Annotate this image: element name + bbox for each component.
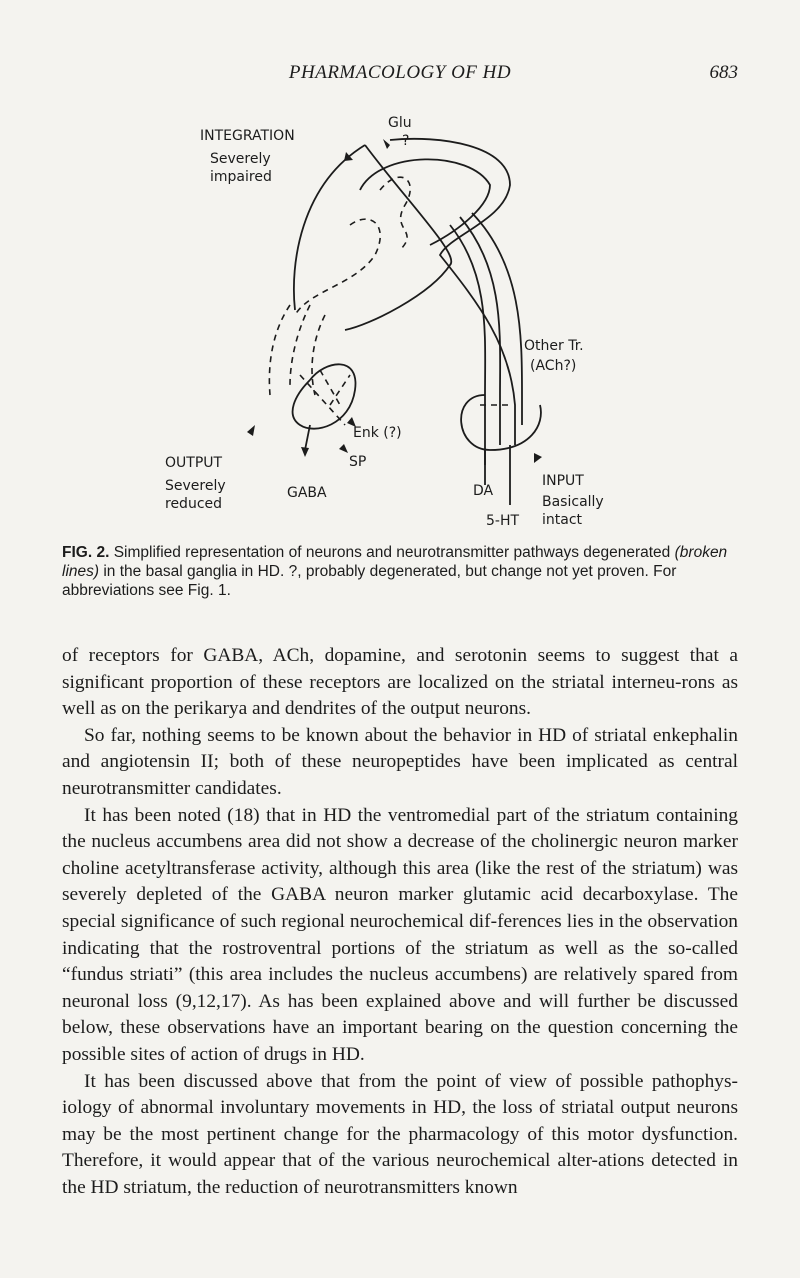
caption-figure-label: FIG. 2. — [62, 544, 110, 561]
label-gaba: GABA — [287, 485, 327, 501]
degenerated-output-2 — [290, 305, 310, 385]
input-arrow — [534, 453, 542, 463]
afferent-loop — [390, 139, 515, 445]
label-5ht: 5-HT — [486, 513, 520, 529]
label-output: OUTPUT — [165, 455, 223, 471]
running-head — [62, 62, 738, 88]
degenerated-interneuron — [380, 177, 410, 250]
figure-caption — [62, 543, 742, 600]
glu-arrow — [383, 139, 390, 149]
paragraph: It has been discussed above that from the point of view of possible pathophys-iology of abnormal involuntary movements in HD, the loss of striatal output neurons may be the most pertinent change for the pharmacology of this motor dysfunction. Therefore, it would appear that of the various neurochemical alter-ations detected in the HD striatum, the reduction of neurotransmitters known — [62, 1070, 738, 1198]
input-fiber-1 — [450, 225, 485, 465]
paragraph: It has been noted (18) that in HD the ventromedial part of the striatum containing the nucleus accumbens area did not show a decrease of the cholinergic neuron marker choline acetyltransferase activity, although this area (like the rest of the striatum) was severely depleted of the GABA neuron marker glutamic acid decarboxylase. The special significance of such regional neurochemical dif-ferences lies in the observation indicating that the rostroventral portions of the striatum as well as the so-called “fundus striati” (this area includes the nucleus accumbens) are relatively spared from neuronal loss (9,12,17). As has been explained above and will further be discussed below, these observations have an important bearing on the question concerning the possible sites of action of drugs in HD. — [62, 804, 738, 1065]
label-glu-question: ? — [402, 133, 410, 149]
label-output-status-2: reduced — [165, 496, 223, 512]
body-text — [62, 643, 738, 1201]
label-other-tr-1: Other Tr. — [524, 338, 584, 354]
caption-text-1: Simplified representation of neurons and neurotransmitter pathways degenerated — [113, 544, 671, 561]
degenerated-output-1 — [269, 305, 290, 395]
label-input-status-1: Basically — [542, 494, 604, 510]
label-enk: Enk (?) — [353, 425, 402, 441]
output-curve-2 — [345, 145, 451, 330]
label-integration: INTEGRATION — [200, 128, 295, 144]
label-glu: Glu — [388, 115, 412, 131]
running-title: PHARMACOLOGY OF HD — [288, 62, 512, 83]
paragraph: So far, nothing seems to be known about the behavior in HD of striatal enkephalin and angiotensin II; both of these neuropeptides have been implicated as central neurotransmitter candidates. — [62, 724, 738, 799]
label-da: DA — [473, 483, 494, 499]
degenerated-interneuron-2 — [295, 219, 380, 315]
neuron-pathway-diagram — [150, 105, 650, 535]
label-input: INPUT — [542, 473, 584, 489]
label-input-status-2: intact — [542, 512, 583, 528]
degenerated-output-3 — [312, 315, 325, 395]
sp-arrow — [339, 444, 348, 453]
input-synapse — [461, 395, 541, 450]
page-number: 683 — [709, 62, 738, 83]
output-curve — [294, 145, 365, 310]
label-integration-status-2: impaired — [210, 169, 272, 185]
output-arrow — [247, 425, 255, 436]
caption-emphasis: (broken lines) — [62, 544, 728, 580]
figure-2-diagram — [150, 105, 650, 535]
output-soma — [293, 364, 356, 428]
label-output-status-1: Severely — [165, 478, 226, 494]
label-other-tr-2: (ACh?) — [530, 358, 577, 374]
caption-text-2: in the basal ganglia in HD. ?, probably degenerated, but change not yet proven. For abbreviations see Fig. 1. — [62, 563, 677, 599]
gaba-arrow — [301, 447, 309, 457]
label-integration-status-1: Severely — [210, 151, 271, 167]
paragraph: of receptors for GABA, ACh, dopamine, and serotonin seems to suggest that a significant proportion of these receptors are localized on the striatal interneu-rons as well as on the perikarya and dendrites of the output neurons. — [62, 645, 738, 720]
label-sp: SP — [349, 454, 367, 470]
